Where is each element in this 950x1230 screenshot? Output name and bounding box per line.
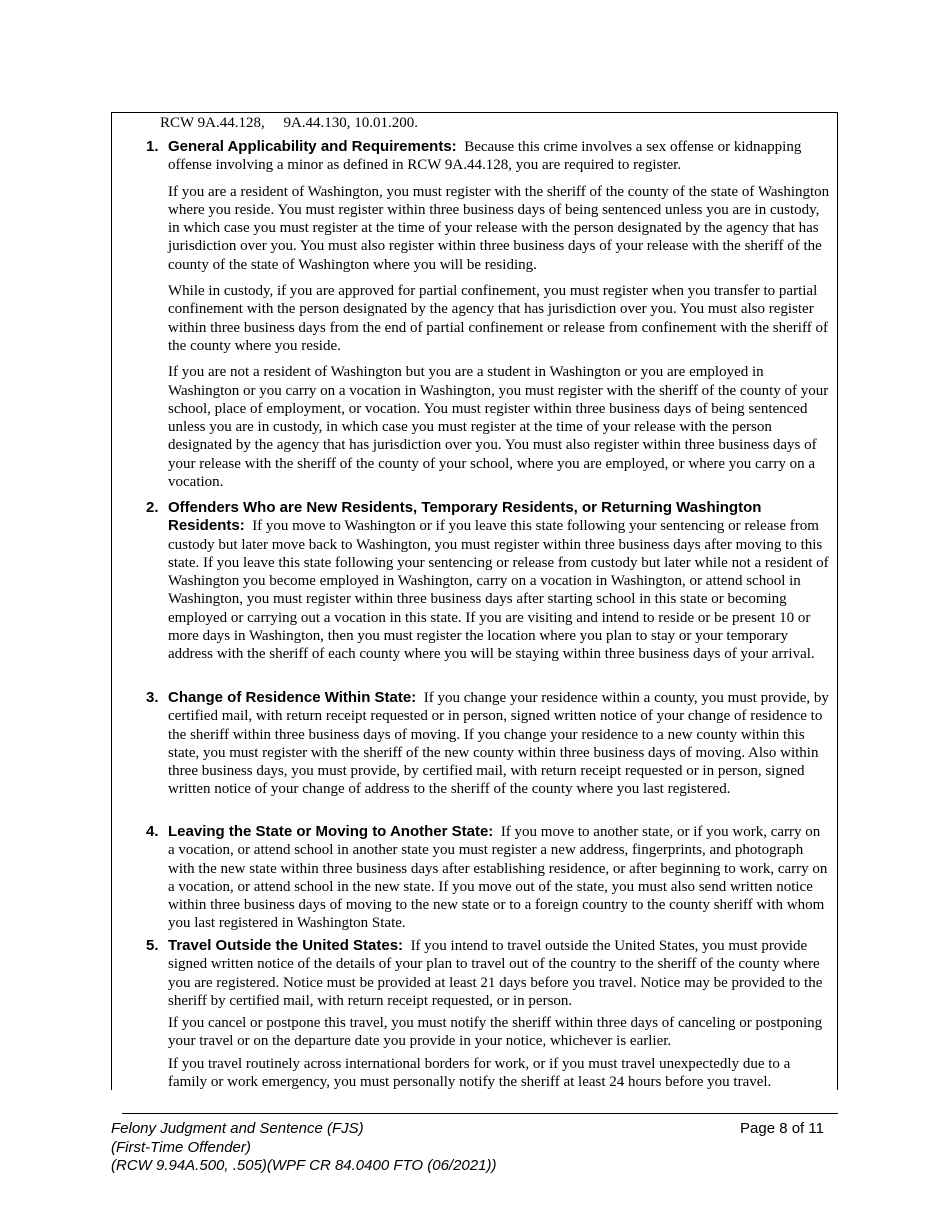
page-number: Page 8 of 11 — [740, 1120, 824, 1137]
footer-form-subtitle: (First-Time Offender) — [111, 1138, 251, 1156]
section-paragraph: If you are not a resident of Washington but you are a student in Washington or you are employed in Washington or you carry on a vocation in Washington, you must register with the sheriff of the county of your school, place of employment, or vocation. You must register within three business days of being sentenced unless you are in custody, in which case you must register at the time of your release with the person designated by the agency that has jurisdiction over you. You must also register within three business days of your release with the sheriff of the county of your school, where you are employed, or where you carry on a vocation. — [168, 364, 829, 491]
section-heading: Travel Outside the United States: — [168, 937, 404, 954]
section-paragraph — [168, 499, 830, 664]
section-heading: Offenders Who are New Residents, Temporary Residents, or Returning Washington Residents: — [168, 499, 762, 535]
section-paragraph: While in custody, if you are approved for partial confinement, you must register when you transfer to partial confinement with the person designated by the agency that has jurisdiction over you. You must also register within three business days from the end of partial confinement or release from confinement with the sheriff of the county where you reside. — [168, 283, 828, 354]
section-heading: Change of Residence Within State: — [168, 689, 417, 706]
section-paragraph: If you travel routinely across international borders for work, or if you must travel unexpectedly due to a family or work emergency, you must personally notify the sheriff at least 24 hours before you travel. — [168, 1055, 791, 1091]
section-leaving-state — [146, 823, 830, 941]
section-number: 4. — [146, 823, 159, 840]
section-text: If you intend to travel outside the United States, you must provide signed written notice of the details of your plan to travel out of the country to the sheriff of the county where you are registered. Notice must be provided at least 21 days before you travel. Notice may be provided to the sheriff by certified mail, with return receipt requested, or in person. — [168, 938, 823, 1009]
section-travel-outside-us — [146, 937, 830, 1095]
section-text: If you change your residence within a county, you must provide, by certified mail, with return receipt requested or in person, signed written notice of your change of residence to the sheriff within three business days of moving. If you change your residence to a new county within this state, you must register with the sheriff of the new county within three business days of moving. Also within three business days, you must provide, by certified mail, with return receipt requested or in person, signed written notice of your change of address to the sheriff of the county where you last registered. — [168, 690, 829, 798]
footer-divider — [122, 1113, 838, 1114]
section-general-applicability — [146, 138, 830, 499]
section-heading: Leaving the State or Moving to Another State: — [168, 823, 494, 840]
section-number: 3. — [146, 689, 159, 706]
content-box — [111, 112, 838, 1090]
rcw-reference: RCW 9A.44.128, 9A.44.130, 10.01.200. — [160, 115, 419, 131]
section-change-of-residence — [146, 689, 830, 807]
footer-form-info — [111, 1120, 496, 1176]
section-paragraph — [168, 823, 830, 933]
section-number: 2. — [146, 499, 159, 516]
section-paragraph — [168, 689, 830, 799]
section-paragraph: If you cancel or postpone this travel, you must notify the sheriff within three days of canceling or postponing your travel or on the departure date you provide in your notice, whichever is earlier. — [168, 1015, 823, 1050]
section-text: Because this crime involves a sex offense or kidnapping offense involving a minor as defined in RCW 9A.44.128, you are required to register. — [168, 139, 802, 174]
section-paragraph — [168, 937, 830, 1010]
section-number: 5. — [146, 937, 159, 954]
footer-form-title: Felony Judgment and Sentence (FJS) — [111, 1120, 364, 1137]
section-paragraph — [168, 138, 830, 175]
section-number: 1. — [146, 138, 159, 155]
section-text: If you move to Washington or if you leave this state following your sentencing or release from custody but later move back to Washington, you must register within three business days after moving to this state. If you leave this state following your sentencing or release from custody but later while not a resident of Washington you become employed in Washington, carry on a vocation in Washington, or attend school in Washington, you must register within three business days after starting school in this state or becoming employed or carrying out a vocation in this state. If you are visiting and intend to reside or be present 10 or more days in Washington, then you must register the location where you plan to stay or your temporary address with the sheriff of each county where you will be staying within three business days of your arrival. — [168, 518, 829, 663]
section-new-residents — [146, 499, 830, 672]
section-text: If you move to another state, or if you work, carry on a vocation, or attend school in another state you must register a new address, fingerprints, and photograph with the new state within three business days after establishing residence, or after beginning to work, carry on a vocation, or attend school in the new state. If you move out of the state, you must also send written notice within three business days of moving to the new state or to a foreign country to the county sheriff with whom you last registered in Washington State. — [168, 824, 828, 932]
footer-form-citation: (RCW 9.94A.500, .505)(WPF CR 84.0400 FTO (06/2021)) — [111, 1157, 497, 1174]
section-paragraph: If you are a resident of Washington, you must register with the sheriff of the county of the state of Washington where you reside. You must register within three business days of being sentenced unless you are in custody, in which case you must register at the time of your release with the person designated by the agency that has jurisdiction over you. You must also register within three business days of your release with the sheriff of the county of the state of Washington where you will be residing. — [168, 183, 830, 273]
section-heading: General Applicability and Requirements: — [168, 138, 457, 155]
